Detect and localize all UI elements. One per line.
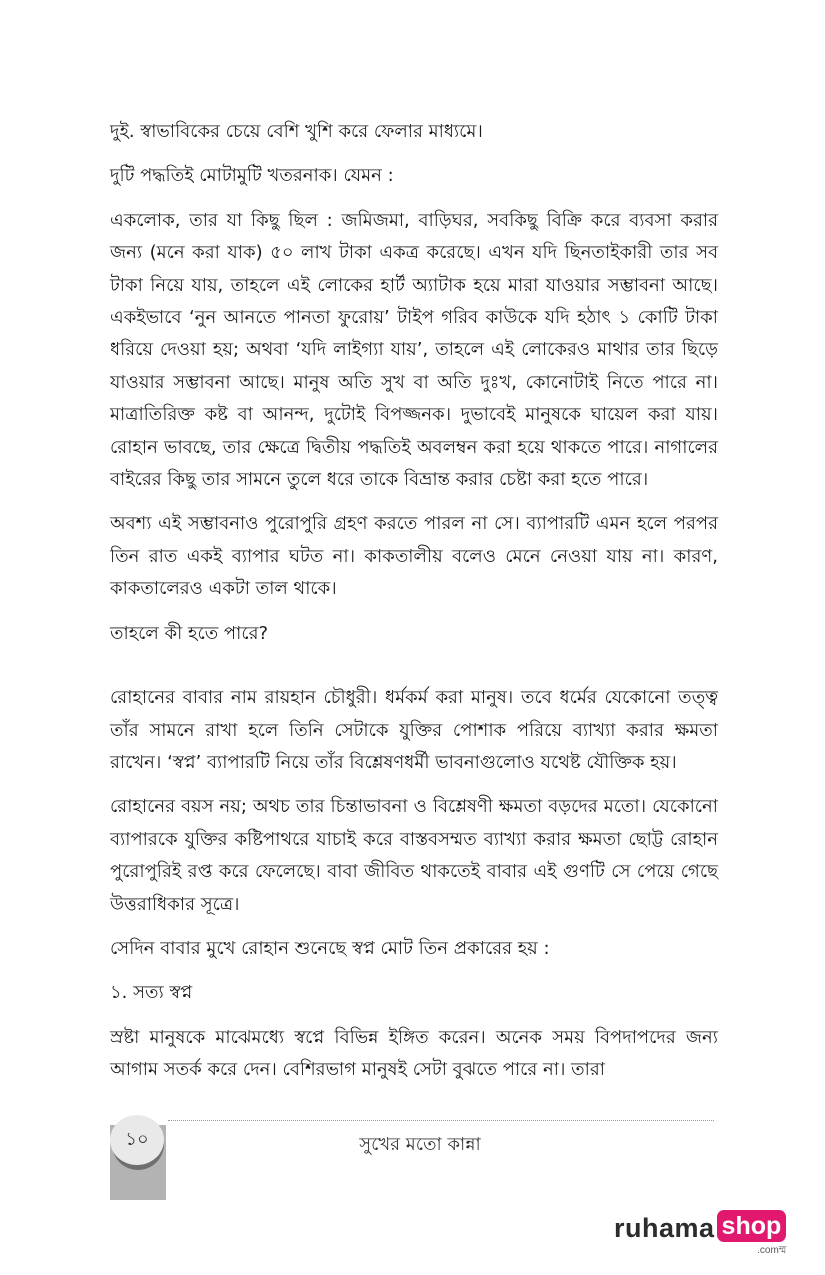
page-body (110, 116, 718, 1099)
paragraph: রোহানের বাবার নাম রায়হান চৌধুরী। ধর্মকর্ম করা মানুষ। তবে ধর্মের যেকোনো তত্ত্ব তাঁর সামনে রাখা হলে তিনি সেটাকে যুক্তির পোশাক পরিয়ে ব্যাখ্যা করার ক্ষমতা রাখেন। ‘স্বপ্ন’ ব্যাপারটি নিয়ে তাঁর বিশ্লেষণধর্মী ভাবনাগুলোও যথেষ্ট যৌক্তিক হয়। (110, 687, 718, 773)
paragraph: দুই. স্বাভাবিকের চেয়ে বেশি খুশি করে ফেলার মাধ্যমে। (110, 121, 483, 142)
logo-brand-shop: shop (717, 1210, 787, 1242)
logo-brand-main: ruhama (614, 1213, 715, 1243)
logo-shop-group (717, 1210, 787, 1260)
paragraph: অবশ্য এই সম্ভাবনাও পুরোপুরি গ্রহণ করতে পারল না সে। ব্যাপারটি এমন হলে পরপর তিন রাত একই ব্যাপার ঘটত না। কাকতালীয় বলেও মেনে নেওয়া যায় না। কারণ, কাকতালেরও একটা তাল থাকে। (110, 513, 718, 600)
paragraph: একলোক, তার যা কিছু ছিল : জমিজমা, বাড়িঘর, সবকিছু বিক্রি করে ব্যবসা করার জন্য (মনে করা যাক) ৫০ লাখ টাকা একত্র করেছে। এখন যদি ছিনতাইকারী তার সব টাকা নিয়ে যায়, তাহলে এই লোকের হার্ট অ্যাটাক হয়ে মারা যাওয়ার সম্ভাবনা আছে। একইভাবে ‘নুন আনতে পানতা ফুরোয়’ টাইপ গরিব কাউকে যদি হঠাৎ ১ কোটি টাকা ধরিয়ে দেওয়া হয়; অথবা ‘যদি লাইগ্যা যায়’, তাহলে এই লোকেরও মাথার তার ছিড়ে যাওয়ার সম্ভাবনা আছে। মানুষ অতি সুখ বা অতি দুঃখ, কোনোটাই নিতে পারে না। মাত্রাতিরিক্ত কষ্ট বা আনন্দ, দুটোই বিপজ্জনক। দুভাবেই মানুষকে ঘায়েল করা যায়। রোহান ভাবছে, তার ক্ষেত্রে দ্বিতীয় পদ্ধতিই অবলম্বন করা হয়ে থাকতে পারে। নাগালের বাইরের কিছু তার সামনে তুলে ধরে তাকে বিভ্রান্ত করার চেষ্টা করা হতে পারে। (110, 209, 718, 491)
running-title: সুখের মতো কান্না (359, 1134, 481, 1155)
paragraph: স্রষ্টা মানুষকে মাঝেমধ্যে স্বপ্নে বিভিন্ন ইঙ্গিত করেন। অনেক সময় বিপদাপদের জন্য আগাম সতর্ক করে দেন। বেশিরভাগ মানুষই সেটা বুঝতে পারে না। তারা (110, 1026, 718, 1081)
paragraph: সেদিন বাবার মুখে রোহান শুনেছে স্বপ্ন মোট তিন প্রকারের হয় : (110, 937, 550, 959)
page-number: ১০ (110, 1115, 164, 1165)
list-heading: ১. সত্য স্বপ্ন (110, 982, 193, 1004)
footer-divider (168, 1120, 714, 1121)
paragraph: দুটি পদ্ধতিই মোটামুটি খতরনাক। যেমন : (110, 165, 394, 187)
ruhamashop-logo (614, 1210, 787, 1256)
logo-brand-suffix: .comম্ম (757, 1245, 787, 1256)
section-break (110, 662, 718, 682)
paragraph: তাহলে কী হতে পারে? (110, 622, 269, 644)
paragraph: রোহানের বয়স নয়; অথচ তার চিন্তাভাবনা ও বিশ্লেষণী ক্ষমতা বড়দের মতো। যেকোনো ব্যাপারকে যুক্তির কষ্টিপাথরে যাচাই করে বাস্তবসম্মত ব্যাখ্যা করার ক্ষমতা ছোট্ট রোহান পুরোপুরিই রপ্ত করে ফেলেছে। বাবা জীবিত থাকতেই বাবার এই গুণটি সে পেয়ে গেছে উত্তরাধিকার সূত্রে। (110, 796, 718, 915)
